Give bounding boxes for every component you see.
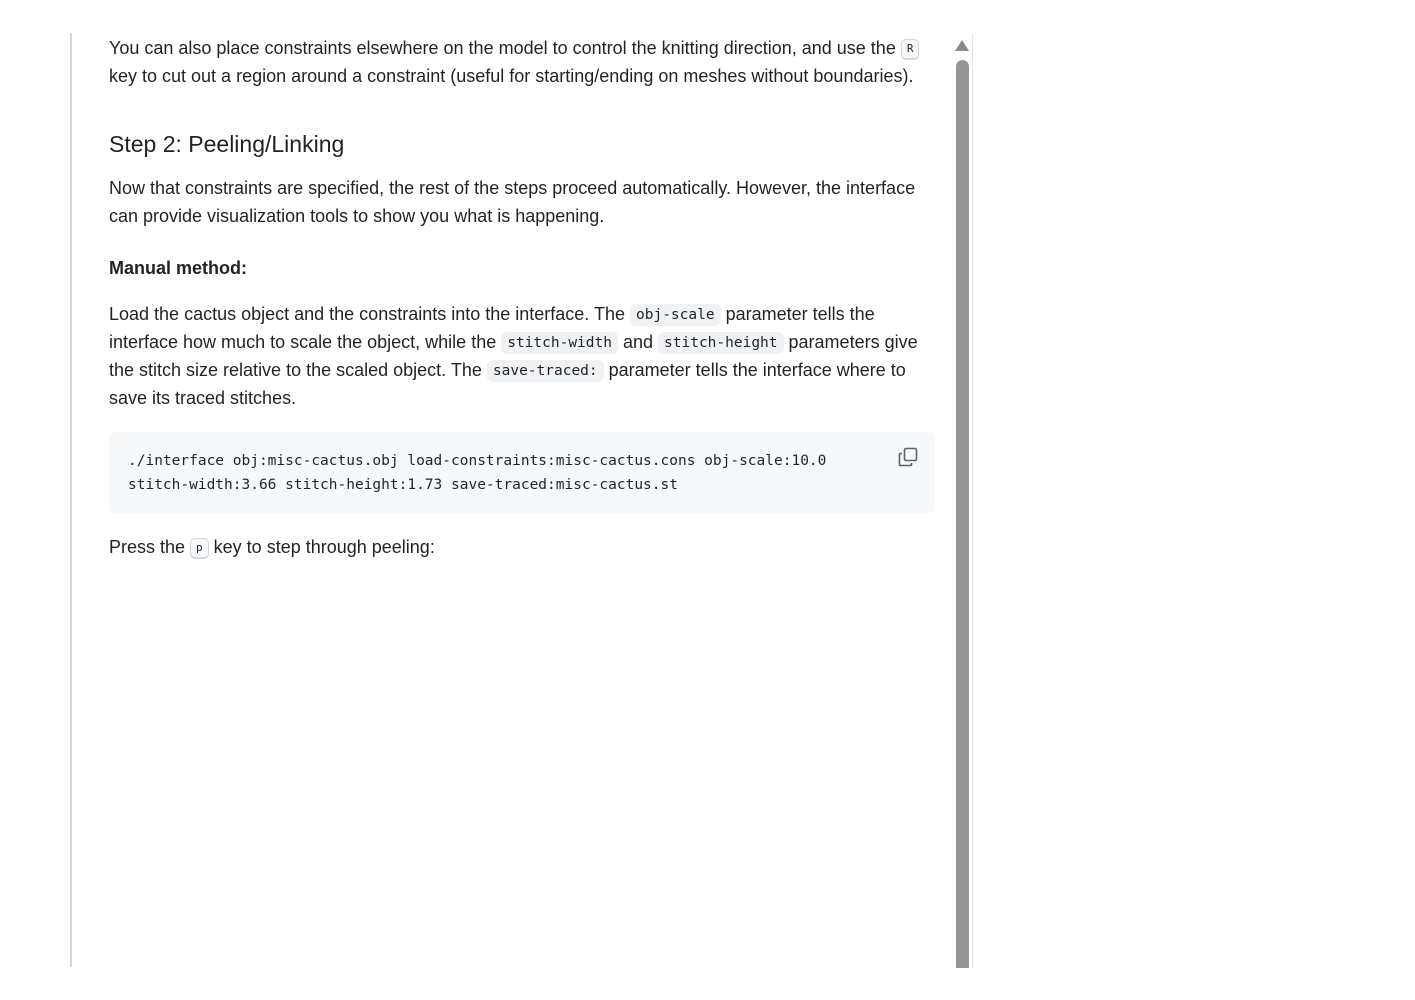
code-line-1[interactable]: ./interface obj:misc-cactus.obj load-constraints:misc-cactus.cons obj-scale:10.0 xyxy=(128,453,827,469)
readme-content xyxy=(109,34,935,561)
subheading-manual-method: Manual method: xyxy=(109,258,247,278)
paragraph-parameters: Load the cactus object and the constraints into the interface. The obj-scale parameter tells the interface how much to scale the object, while the stitch-width and stitch-height parameters give the stitch size relative to the scaled object. The save-traced: parameter tells the interface where to save its traced stitches. xyxy=(109,304,918,408)
paragraph-constraints: You can also place constraints elsewhere on the model to control the knitting direction, and use the R key to cut out a region around a constraint (useful for starting/ending on meshes without boundaries). xyxy=(109,34,935,90)
inline-code-save-traced: save-traced: xyxy=(487,360,604,382)
inline-code-obj-scale: obj-scale xyxy=(630,304,721,326)
code-block[interactable] xyxy=(109,432,935,513)
key-r: R xyxy=(901,39,920,60)
inline-code-stitch-width: stitch-width xyxy=(501,332,618,354)
code-block-text[interactable] xyxy=(128,449,916,497)
code-line-2[interactable]: stitch-width:3.66 stitch-height:1.73 save-traced:misc-cactus.st xyxy=(128,477,678,493)
scrollbar-thumb[interactable] xyxy=(956,60,969,968)
copy-button[interactable] xyxy=(897,446,919,468)
scroll-up-arrow-icon[interactable] xyxy=(955,40,969,51)
copy-icon xyxy=(897,446,919,468)
key-p: p xyxy=(190,538,209,559)
inline-code-stitch-height: stitch-height xyxy=(658,332,784,354)
section-heading: Step 2: Peeling/Linking xyxy=(109,131,345,157)
paragraph-press-p: Press the p key to step through peeling: xyxy=(109,537,435,557)
scrollbar-edge xyxy=(972,34,973,968)
vertical-scrollbar[interactable] xyxy=(954,34,972,968)
left-border xyxy=(70,33,72,967)
paragraph-intro: Now that constraints are specified, the rest of the steps proceed automatically. However, the interface can provide visualization tools to show you what is happening. xyxy=(109,178,916,226)
